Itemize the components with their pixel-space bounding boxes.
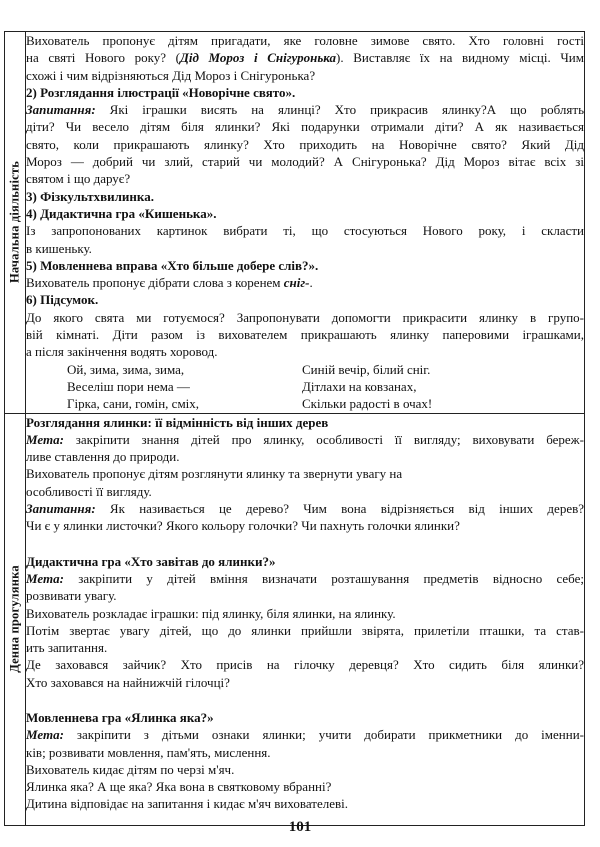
text-line: Ялинка яка? А ще яка? Яка вона в святковому вбранні? <box>26 779 332 795</box>
poem-column-right <box>302 361 561 413</box>
item-heading: 6) Підсумок. <box>26 292 99 308</box>
text-line: Із запропонованих картинок вибрати ті, що стосуються Нового року, і скласти <box>26 223 584 239</box>
section-row-morning <box>5 32 585 414</box>
item-heading: 2) Розглядання ілюстрації «Новорічне свято». <box>26 84 296 100</box>
text-line: Вихователь пропонує дітям розглянути ялинку та звернути увагу на <box>26 466 403 482</box>
text-line: Дитина відповідає на запитання і кидає м'яч вихователеві. <box>26 796 348 812</box>
text-line: святом і що дарує? <box>26 171 131 187</box>
text-line: Хто заховався на найнижчій гілочці? <box>26 674 230 690</box>
poem-line: Ой, зима, зима, зима, <box>67 361 185 377</box>
text-line: а після закінчення водять хоровод. <box>26 344 218 360</box>
text-line: Вихователь розкладає іграшки: під ялинку, біля ялинки, на ялинку. <box>26 605 396 621</box>
text-line: вій кімнаті. Діти разом із вихователем прикрашають ялинку паперовими іграшками, <box>26 327 584 343</box>
text-line: ків; розвивати мовлення, пам'ять, мислення. <box>26 744 271 760</box>
text-line: свято, коли прикрашають ялинку? Хто приходить на Новорічне свято? Який Дід <box>26 136 584 152</box>
plan-table <box>4 31 585 826</box>
text-line: Потім звертає увагу дітей, що до ялинки прийшли звірята, прилетіли пташки, та став- <box>26 622 584 638</box>
side-label-cell <box>5 32 26 414</box>
section-content-morning <box>26 32 585 414</box>
poem-column-left <box>43 361 302 413</box>
text-line: ить запитання. <box>26 640 108 656</box>
goal-label: Мета: <box>26 570 64 586</box>
text-line: на святі Нового року? (Дід Мороз і Снігуронька). Виставляє їх на видному місці. Чим <box>26 50 584 66</box>
text-line: ливе ставлення до природи. <box>26 449 180 465</box>
text-line: особливості її вигляду. <box>26 483 152 499</box>
text-line: розвивати увагу. <box>26 588 117 604</box>
text-line: Мета: закріпити з дітьми ознаки ялинки; учити добирати прикметники до іменни- <box>26 727 584 743</box>
text-line: Чи є у ялинки листочки? Якого кольору голочки? Чи пахнуть голочки ялинки? <box>26 518 460 534</box>
item-heading: 3) Фізкультхвилинка. <box>26 188 154 204</box>
questions-label: Запитання: <box>26 501 96 517</box>
activity-heading: Дидактична гра «Хто завітав до ялинки?» <box>26 553 276 569</box>
text-line: Мета: закріпити у дітей вміння визначати розташування предметів відносно себе; <box>26 570 584 586</box>
italic-emphasis: сніг- <box>283 275 310 291</box>
text-line: діти? Чи весело дітям біля ялинки? Які подарунки отримали діти? А як називається <box>26 119 584 135</box>
text-line: Вихователь кидає дітям по черзі м'яч. <box>26 761 235 777</box>
section-content-walk <box>26 413 585 825</box>
page-number: 101 <box>288 819 312 835</box>
text-line: Мета: закріпити знання дітей про ялинку, особливості її вигляду; виховувати береж- <box>26 431 584 447</box>
text-line: Вихователь пропонує дітям пригадати, яке головне зимове свято. Хто головні гості <box>26 33 584 48</box>
text-line: Мороз — добрий чи злий, старий чи молодий? А Снігуронька? Дід Мороз вітає всіх зі <box>26 154 584 170</box>
section-row-walk <box>5 413 585 825</box>
text-line: Де заховався зайчик? Хто присів на гілочку деревця? Хто сидить біля ялинки? <box>26 657 584 673</box>
text-line: До якого свята ми готуємося? Запропонувати допомогти прикрасити ялинку в групо- <box>26 309 584 325</box>
goal-label: Мета: <box>26 431 64 447</box>
text-line: Вихователь пропонує дібрати слова з коренем сніг-. <box>26 275 313 291</box>
poem-line: Веселіш пори нема — <box>67 378 190 394</box>
text-line: в кишеньку. <box>26 240 92 256</box>
goal-label: Мета: <box>26 727 64 743</box>
activity-heading: Розглядання ялинки: її відмінність від інших дерев <box>26 414 329 430</box>
text-line: Запитання: Як називається це дерево? Чим вона відрізняється від інших дерев? <box>26 501 584 517</box>
questions-label: Запитання: <box>26 102 96 118</box>
side-label-cell <box>5 413 26 825</box>
poem-line: Синій вечір, білий сніг. <box>302 361 431 377</box>
poem-line: Скільки радості в очах! <box>302 396 433 412</box>
text-line: схожі і чим відрізняються Дід Мороз і Снігуронька? <box>26 67 316 83</box>
item-heading: 4) Дидактична гра «Кишенька». <box>26 205 217 221</box>
item-heading: 5) Мовленнева вправа «Хто більше добере слів?». <box>26 257 319 273</box>
activity-heading: Мовленнева гра «Ялинка яка?» <box>26 709 214 725</box>
poem-line: Гірка, сани, гомін, сміх, <box>67 396 200 412</box>
poem <box>26 361 584 413</box>
side-label-walk: Денна прогулянка <box>7 565 22 673</box>
italic-emphasis: Дід Мороз і Снігуронька <box>179 50 337 66</box>
poem-line: Дітлахи на ковзанах, <box>302 378 417 394</box>
text-line: Запитання: Які іграшки висять на ялинці? Хто прикрасив ялинку?А що роблять <box>26 102 584 118</box>
side-label-morning: Начальна діяльність <box>7 161 22 284</box>
